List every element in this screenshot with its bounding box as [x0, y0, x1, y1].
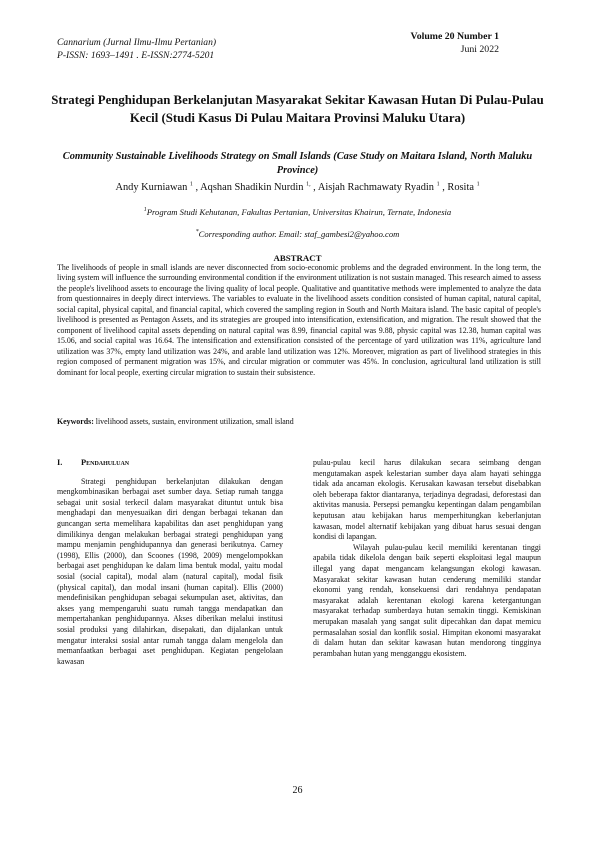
- author-affiliation: $^1$Program Studi Kehutanan, Fakultas Pertanian, Universitas Khairun, Ternate, Indonesia: [143, 207, 452, 217]
- keywords-label: Keywords:: [57, 417, 94, 426]
- volume-number: Volume 20 Number 1: [410, 31, 499, 42]
- abstract-text: The livelihoods of people in small islands are never disconnected from socio-economic problems and the degraded environment. In the long term, the living system will influence the surrounding environmental condition if the environment utilization is not sustain managed. This research aimed to assess the people's livelihood assets to encourage the living quality of local people. Qualitative and quantitative methods were implemented to analyze the data from questionnaires in deeply direct interviews. The variables to evaluate in the livelihood assets condition consisted of human capital, natural capital, social capital, physical capital, and financial capital, which covered the sampling region in South and North Maitara island. The basic capital of people's livelihood is presented as Pentagon Assets, and its strategies are grouped into intensification, extensification, and migration. The result showed that the component of livelihood capital assets depending on natural capital was 8.99, financial capital was 9.88, physic capital was 12.38, human capital was 15.06, and social capital was 16.64. The intensification and extensification consisted of the percentage of yard utilization was 11%, agriculture land utilization was 37%, empty land utilization was 24%, and arable land utilization was 12%. Moreover, migration as part of livelihood strategies in this region composed of permanent migration was 15%, and circular migration or commuter was 45%. In conclusion, agricultural land utilization is still dominant for local people, exerting circular migration to sustain their subsistence.: [57, 263, 541, 377]
- author: Aqshan Shadikin Nurdin $^{1,}$ ,: [200, 181, 318, 193]
- paper-title: Strategi Penghidupan Berkelanjutan Masyarakat Sekitar Kawasan Hutan Di Pulau-Pulau Kecil (Studi Kasus Di Pulau Maitara Provinsi Maluku Utara): [51, 93, 544, 125]
- author: Andy Kurniawan $^1$ ,: [115, 181, 201, 193]
- section-number: I.: [57, 458, 63, 467]
- author: Rosita $^1$: [447, 181, 480, 193]
- body-paragraph: Strategi penghidupan berkelanjutan dilakukan dengan mengkombinasikan berbagai aset sumber daya. Setiap rumah tangga sebagai unit sosial terkecil dalam masyarakat dituntut untuk bisa menghadapi dan menyesuaikan diri dengan berbagai tekanan dan guncangan serta memelihara kapabilitas dan aset penghidupan yang dimilikinya dengan melakukan berbagai strategi penghidupan yang mampu menjamin penghidupannya dan generasi berikutnya. Carney (1998), Ellis (2000), dan Scoones (1998, 2009) mengelompokkan berbagai aset penghidupan ke dalam lima bentuk modal, yaitu modal sosial (social capital), modal alam (natural capital), modal fisik (physical capital), dan modal insani (human capital). Ellis (2000) mendefinisikan penghidupan sebagai sekumpulan aset, aktivitas, dan akses yang mempengaruhi suatu rumah tangga mendapatkan dan mempertahankan penghidupannya. Akses diberikan melalui institusi sosial produksi yang dilahirkan, disepakati, dan dijalankan untuk mengatur interaksi sosial antar rumah tangga dalam mengelola dan memanfaatkan berbagai aset penghidupan. Kegiatan pengelolaan kawasan: [57, 476, 283, 666]
- abstract-heading: ABSTRACT: [273, 253, 322, 263]
- corresponding-author: *Corresponding author. Email: staf_gambesi2@yahoo.com: [195, 229, 400, 239]
- page-number: 26: [292, 785, 303, 796]
- author: Aisjah Rachmawaty Ryadin $^1$ ,: [317, 181, 448, 193]
- section-title: Pendahuluan: [81, 458, 130, 467]
- body-paragraph: Wilayah pulau-pulau kecil memiliki kerentanan tinggi apabila tidak dikelola dengan baik seperti eksploitasi legal maupun illegal yang dapat mengancam kelangsungan ekologi kawasan. Masyarakat sekitar kawasan hutan cenderung memiliki standar ekonomi yang rendah, konsekuensi dari rendahnya pendapatan masyarakat adalah kerentanan ekologi karena ketergantungan masyarakat terhadap sumberdaya hutan semakin tinggi. Kemiskinan merupakan masalah yang sangat sulit dipecahkan dan dapat memicu permasalahan sosial dan konflik sosial. Himpitan ekonomi masyarakat di dalam hutan dan sekitar kawasan hutan mendorong tingginya perambahan hutan yang mengganggu ekosistem.: [313, 542, 541, 658]
- journal-issn: P-ISSN: 1693–1491 . E-ISSN:2774-5201: [57, 49, 215, 61]
- journal-header: [57, 37, 216, 62]
- author-list: [40, 182, 555, 193]
- body-column-right: [313, 458, 541, 659]
- section-heading: [57, 458, 283, 469]
- keywords-text: livelihood assets, sustain, environment utilization, small island: [93, 417, 294, 426]
- keywords: [57, 417, 541, 427]
- issue-info: [411, 31, 499, 56]
- journal-name: Cannarium (Jurnal Ilmu-Ilmu Pertanian): [57, 37, 217, 48]
- body-paragraph: pulau-pulau kecil harus dilakukan secara seimbang dengan mengutamakan aspek kelestarian sumber daya alam hayati sehingga tidak ada ancaman ekologis. Kerusakan kawasan tersebut disebabkan oleh beberapa faktor diantaranya, terjadinya degradasi, deforestasi dan aktivitas manusia. Persepsi pemangku kepentingan dalam pengambilan keputusan atau kebijakan harus memperhitungkan keberlanjutan kawasan, model alternatif kebijakan yang dibuat harus sesuai dengan kondisi di lapangan.: [313, 458, 541, 542]
- paper-subtitle: Community Sustainable Livelihoods Strategy on Small Islands (Case Study on Maitara Island, North Maluku Province): [62, 151, 533, 176]
- issue-date: Juni 2022: [460, 43, 499, 55]
- body-column-left: [57, 458, 283, 667]
